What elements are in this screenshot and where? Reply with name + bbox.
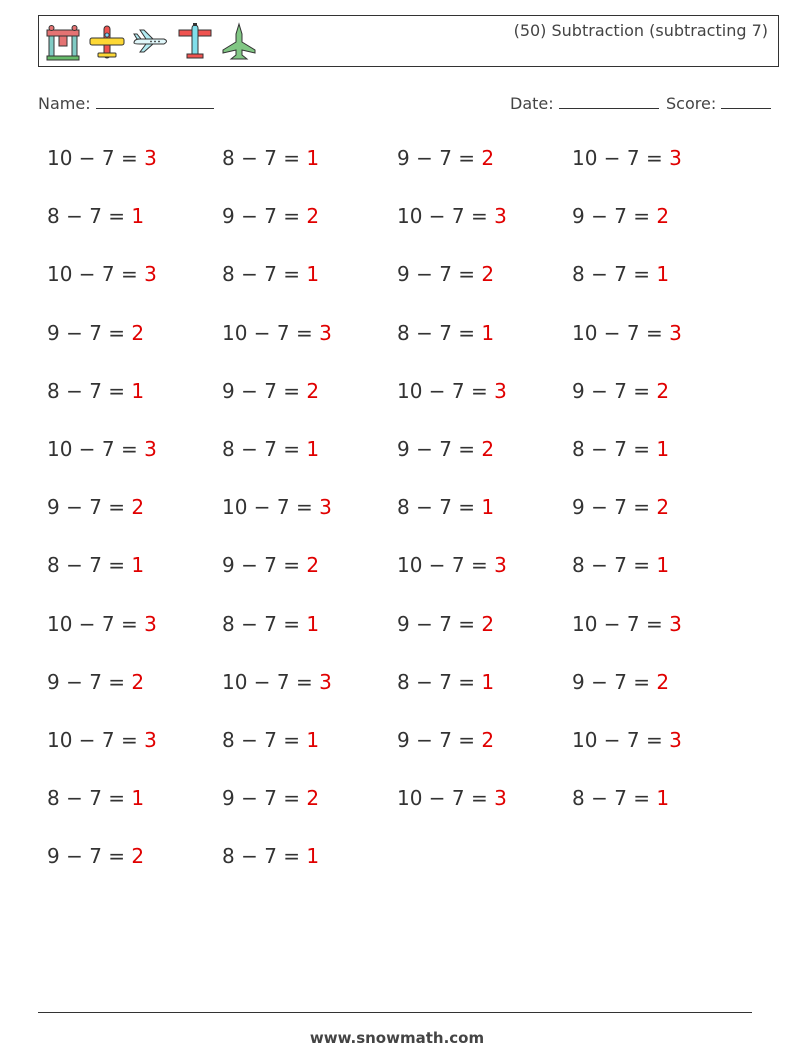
problem-answer: 3	[144, 262, 157, 287]
problem-answer: 2	[656, 378, 670, 403]
problem-row	[47, 612, 747, 670]
problem-question: 9 − 7 =	[572, 204, 657, 229]
problem-item	[222, 553, 397, 577]
score-label: Score:	[666, 94, 717, 113]
problem-answer: 3	[494, 378, 507, 403]
problem-question: 9 − 7 =	[222, 786, 307, 811]
problem-question: 8 − 7 =	[222, 727, 307, 752]
problem-item	[572, 146, 747, 170]
problem-question: 10 − 7 =	[222, 669, 320, 694]
problem-answer: 1	[306, 844, 320, 869]
problem-item	[222, 612, 397, 636]
biplane-icon	[175, 22, 215, 62]
problem-question: 10 − 7 =	[572, 727, 670, 752]
problem-answer: 1	[656, 786, 670, 811]
problem-answer: 2	[481, 727, 495, 752]
problem-answer: 2	[481, 611, 495, 636]
name-field[interactable]	[38, 94, 214, 113]
problem-item	[397, 379, 572, 403]
problem-question: 10 − 7 =	[47, 611, 145, 636]
problem-item	[222, 495, 397, 519]
problem-row	[47, 786, 747, 844]
problem-row	[47, 146, 747, 204]
problem-item	[397, 612, 572, 636]
problem-question: 9 − 7 =	[397, 727, 482, 752]
problem-question: 8 − 7 =	[572, 786, 657, 811]
small-plane-icon	[87, 22, 127, 62]
problem-answer: 1	[481, 669, 495, 694]
problem-row	[47, 262, 747, 320]
problem-question: 8 − 7 =	[47, 553, 132, 578]
problem-question: 10 − 7 =	[47, 727, 145, 752]
problem-question: 9 − 7 =	[47, 495, 132, 520]
problem-question: 10 − 7 =	[222, 320, 320, 345]
problem-question: 9 − 7 =	[222, 204, 307, 229]
problem-question: 8 − 7 =	[47, 378, 132, 403]
problem-item	[222, 786, 397, 810]
problem-answer: 1	[306, 436, 320, 461]
problem-answer: 1	[306, 727, 320, 752]
problem-answer: 1	[481, 495, 495, 520]
problem-answer: 1	[306, 146, 320, 170]
problem-item	[47, 844, 222, 868]
problem-answer: 2	[481, 146, 495, 170]
problem-answer: 3	[144, 146, 157, 170]
problem-question: 10 − 7 =	[397, 204, 495, 229]
problem-item	[222, 437, 397, 461]
problem-item	[222, 321, 397, 345]
problem-question: 10 − 7 =	[47, 436, 145, 461]
problem-item	[222, 670, 397, 694]
problem-answer: 1	[306, 262, 320, 287]
problem-item	[397, 262, 572, 286]
airliner-icon	[131, 22, 171, 62]
problem-item	[47, 786, 222, 810]
problem-answer: 2	[656, 495, 670, 520]
problem-item	[47, 321, 222, 345]
problem-item	[397, 670, 572, 694]
problem-question: 9 − 7 =	[397, 262, 482, 287]
problem-answer: 1	[131, 204, 145, 229]
problem-answer: 3	[494, 786, 507, 811]
problem-answer: 1	[306, 611, 320, 636]
worksheet-header	[38, 15, 779, 67]
problem-item	[572, 553, 747, 577]
problem-question: 8 − 7 =	[222, 262, 307, 287]
problem-item	[47, 495, 222, 519]
problem-item	[572, 437, 747, 461]
problem-item	[397, 146, 572, 170]
problem-item	[222, 379, 397, 403]
problem-item	[397, 786, 572, 810]
problem-item	[397, 495, 572, 519]
problem-question: 10 − 7 =	[47, 146, 145, 170]
problem-answer: 3	[144, 436, 157, 461]
problem-question: 8 − 7 =	[47, 786, 132, 811]
problem-row	[47, 495, 747, 553]
problem-answer: 3	[669, 320, 682, 345]
score-field[interactable]	[666, 94, 771, 113]
name-label: Name:	[38, 94, 91, 113]
problem-item	[572, 262, 747, 286]
problem-answer: 2	[306, 378, 320, 403]
problem-question: 8 − 7 =	[222, 844, 307, 869]
problem-answer: 2	[306, 204, 320, 229]
problem-item	[572, 379, 747, 403]
problem-question: 9 − 7 =	[572, 495, 657, 520]
problem-answer: 2	[306, 553, 320, 578]
problem-item	[572, 786, 747, 810]
problem-answer: 3	[144, 611, 157, 636]
problem-item	[222, 728, 397, 752]
problem-answer: 3	[669, 611, 682, 636]
problem-row	[47, 553, 747, 611]
problem-answer: 2	[481, 436, 495, 461]
problem-question: 8 − 7 =	[397, 320, 482, 345]
problem-row	[47, 728, 747, 786]
date-label: Date:	[510, 94, 554, 113]
problem-question: 8 − 7 =	[572, 436, 657, 461]
problem-question: 9 − 7 =	[572, 669, 657, 694]
problem-item	[47, 670, 222, 694]
problem-answer: 1	[656, 436, 670, 461]
problem-item	[397, 553, 572, 577]
problem-item	[572, 204, 747, 228]
problem-answer: 3	[669, 727, 682, 752]
problem-answer: 3	[494, 553, 507, 578]
problem-answer: 1	[131, 553, 145, 578]
problem-grid	[47, 146, 747, 902]
problem-item	[47, 204, 222, 228]
problem-item	[222, 844, 397, 868]
problem-answer: 1	[131, 378, 145, 403]
problem-answer: 3	[319, 669, 332, 694]
problem-question: 10 − 7 =	[397, 786, 495, 811]
problem-item	[572, 612, 747, 636]
problem-row	[47, 321, 747, 379]
problem-item	[47, 262, 222, 286]
problem-answer: 2	[131, 844, 145, 869]
problem-question: 9 − 7 =	[397, 611, 482, 636]
problem-answer: 1	[656, 262, 670, 287]
problem-item	[47, 146, 222, 170]
problem-item	[572, 728, 747, 752]
problem-question: 10 − 7 =	[47, 262, 145, 287]
problem-question: 10 − 7 =	[397, 378, 495, 403]
score-blank[interactable]	[721, 94, 771, 109]
problem-item	[222, 262, 397, 286]
problem-question: 10 − 7 =	[397, 553, 495, 578]
problem-answer: 2	[656, 669, 670, 694]
problem-answer: 2	[131, 669, 145, 694]
problem-answer: 3	[319, 495, 332, 520]
problem-question: 8 − 7 =	[222, 146, 307, 170]
problem-answer: 1	[656, 553, 670, 578]
problem-question: 8 − 7 =	[572, 553, 657, 578]
problem-question: 10 − 7 =	[572, 320, 670, 345]
problem-question: 9 − 7 =	[572, 378, 657, 403]
problem-answer: 1	[131, 786, 145, 811]
footer-divider	[38, 1012, 752, 1013]
problem-question: 8 − 7 =	[47, 204, 132, 229]
problem-row	[47, 437, 747, 495]
problem-item	[397, 728, 572, 752]
problem-question: 9 − 7 =	[47, 669, 132, 694]
problem-row	[47, 379, 747, 437]
problem-question: 10 − 7 =	[222, 495, 320, 520]
problem-answer: 2	[481, 262, 495, 287]
worksheet-title: (50) Subtraction (subtracting 7)	[513, 21, 768, 40]
problem-question: 10 − 7 =	[572, 146, 670, 170]
problem-answer: 2	[131, 495, 145, 520]
problem-question: 8 − 7 =	[397, 669, 482, 694]
problem-item	[222, 146, 397, 170]
problem-item	[572, 321, 747, 345]
footer-url: www.snowmath.com	[309, 1029, 485, 1047]
propeller-plane-icon	[43, 22, 83, 62]
problem-answer: 3	[669, 146, 682, 170]
problem-answer: 2	[131, 320, 145, 345]
problem-item	[47, 612, 222, 636]
problem-question: 8 − 7 =	[222, 436, 307, 461]
problem-row	[47, 844, 747, 902]
problem-answer: 1	[481, 320, 495, 345]
problem-item	[47, 379, 222, 403]
problem-question: 8 − 7 =	[397, 495, 482, 520]
problem-row	[47, 670, 747, 728]
problem-item	[397, 321, 572, 345]
problem-item	[572, 495, 747, 519]
header-icons	[43, 22, 259, 62]
problem-question: 9 − 7 =	[47, 844, 132, 869]
date-blank[interactable]	[559, 94, 659, 109]
problem-answer: 3	[494, 204, 507, 229]
problem-question: 9 − 7 =	[397, 436, 482, 461]
problem-question: 8 − 7 =	[222, 611, 307, 636]
problem-answer: 3	[319, 320, 332, 345]
problem-item	[47, 728, 222, 752]
problem-question: 9 − 7 =	[222, 553, 307, 578]
date-field[interactable]	[510, 94, 659, 113]
problem-item	[572, 670, 747, 694]
problem-item	[397, 204, 572, 228]
problem-question: 8 − 7 =	[572, 262, 657, 287]
problem-question: 9 − 7 =	[397, 146, 482, 170]
problem-question: 9 − 7 =	[222, 378, 307, 403]
problem-row	[47, 204, 747, 262]
jet-fighter-icon	[219, 22, 259, 62]
problem-item	[222, 204, 397, 228]
problem-answer: 2	[656, 204, 670, 229]
problem-question: 10 − 7 =	[572, 611, 670, 636]
problem-question: 9 − 7 =	[47, 320, 132, 345]
problem-answer: 2	[306, 786, 320, 811]
problem-item	[47, 553, 222, 577]
problem-item	[397, 437, 572, 461]
name-blank[interactable]	[96, 94, 214, 109]
problem-answer: 3	[144, 727, 157, 752]
problem-item	[47, 437, 222, 461]
